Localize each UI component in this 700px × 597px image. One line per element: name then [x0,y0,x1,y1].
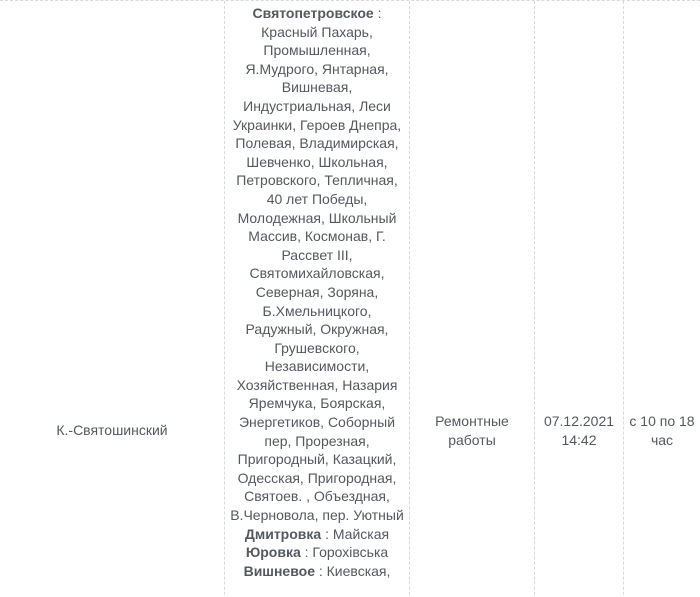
datetime-label: 07.12.2021 14:42 [543,412,615,448]
location-name: Вишневое [243,562,315,579]
district-label: К.-Святошинский [56,422,168,439]
location-entry: Юровка : Горохівська [245,544,389,561]
location-entry: Дмитровка : Майская [244,525,390,542]
work-type-label: Ремонтные работы [435,412,509,448]
hours-cell [623,1,700,597]
location-entry: Вишневое : Киевская, [243,562,391,579]
hours-label: с 10 по 18 час [629,412,695,448]
datetime-cell [534,1,623,597]
work-type-cell [409,1,534,597]
location-name: Дмитровка [244,525,322,542]
district-cell [0,1,224,597]
location-name: Юровка [245,544,301,561]
streets-cell [224,1,409,597]
location-name: Святопетровское [252,5,374,21]
location-entry: Святопетровское : Красный Пахарь, Промышленная, Я.Мудрого, Янтарная, Вишневая, Индустриальная, Леси Украинки, Героев Днепра, Полевая, Владимирская, Шевченко, Школьная, Петровского, Тепличная, 40 лет Победы, Молодежная, Школьный Массив, Космонав, Г. Рассвет III, Святомихайловская, Северная, Зоряна, Б.Хмельницкого, Радужный, Окружная, Грушевского, Независимости, Хозяйственная, Назария Яремчука, Боярская, Энергетиков, Соборный пер, Прорезная, Пригородный, Казацкий, Одесская, Пригородная, Святоев. , Объездная, В.Черновола, пер. Уютный [230,5,404,524]
